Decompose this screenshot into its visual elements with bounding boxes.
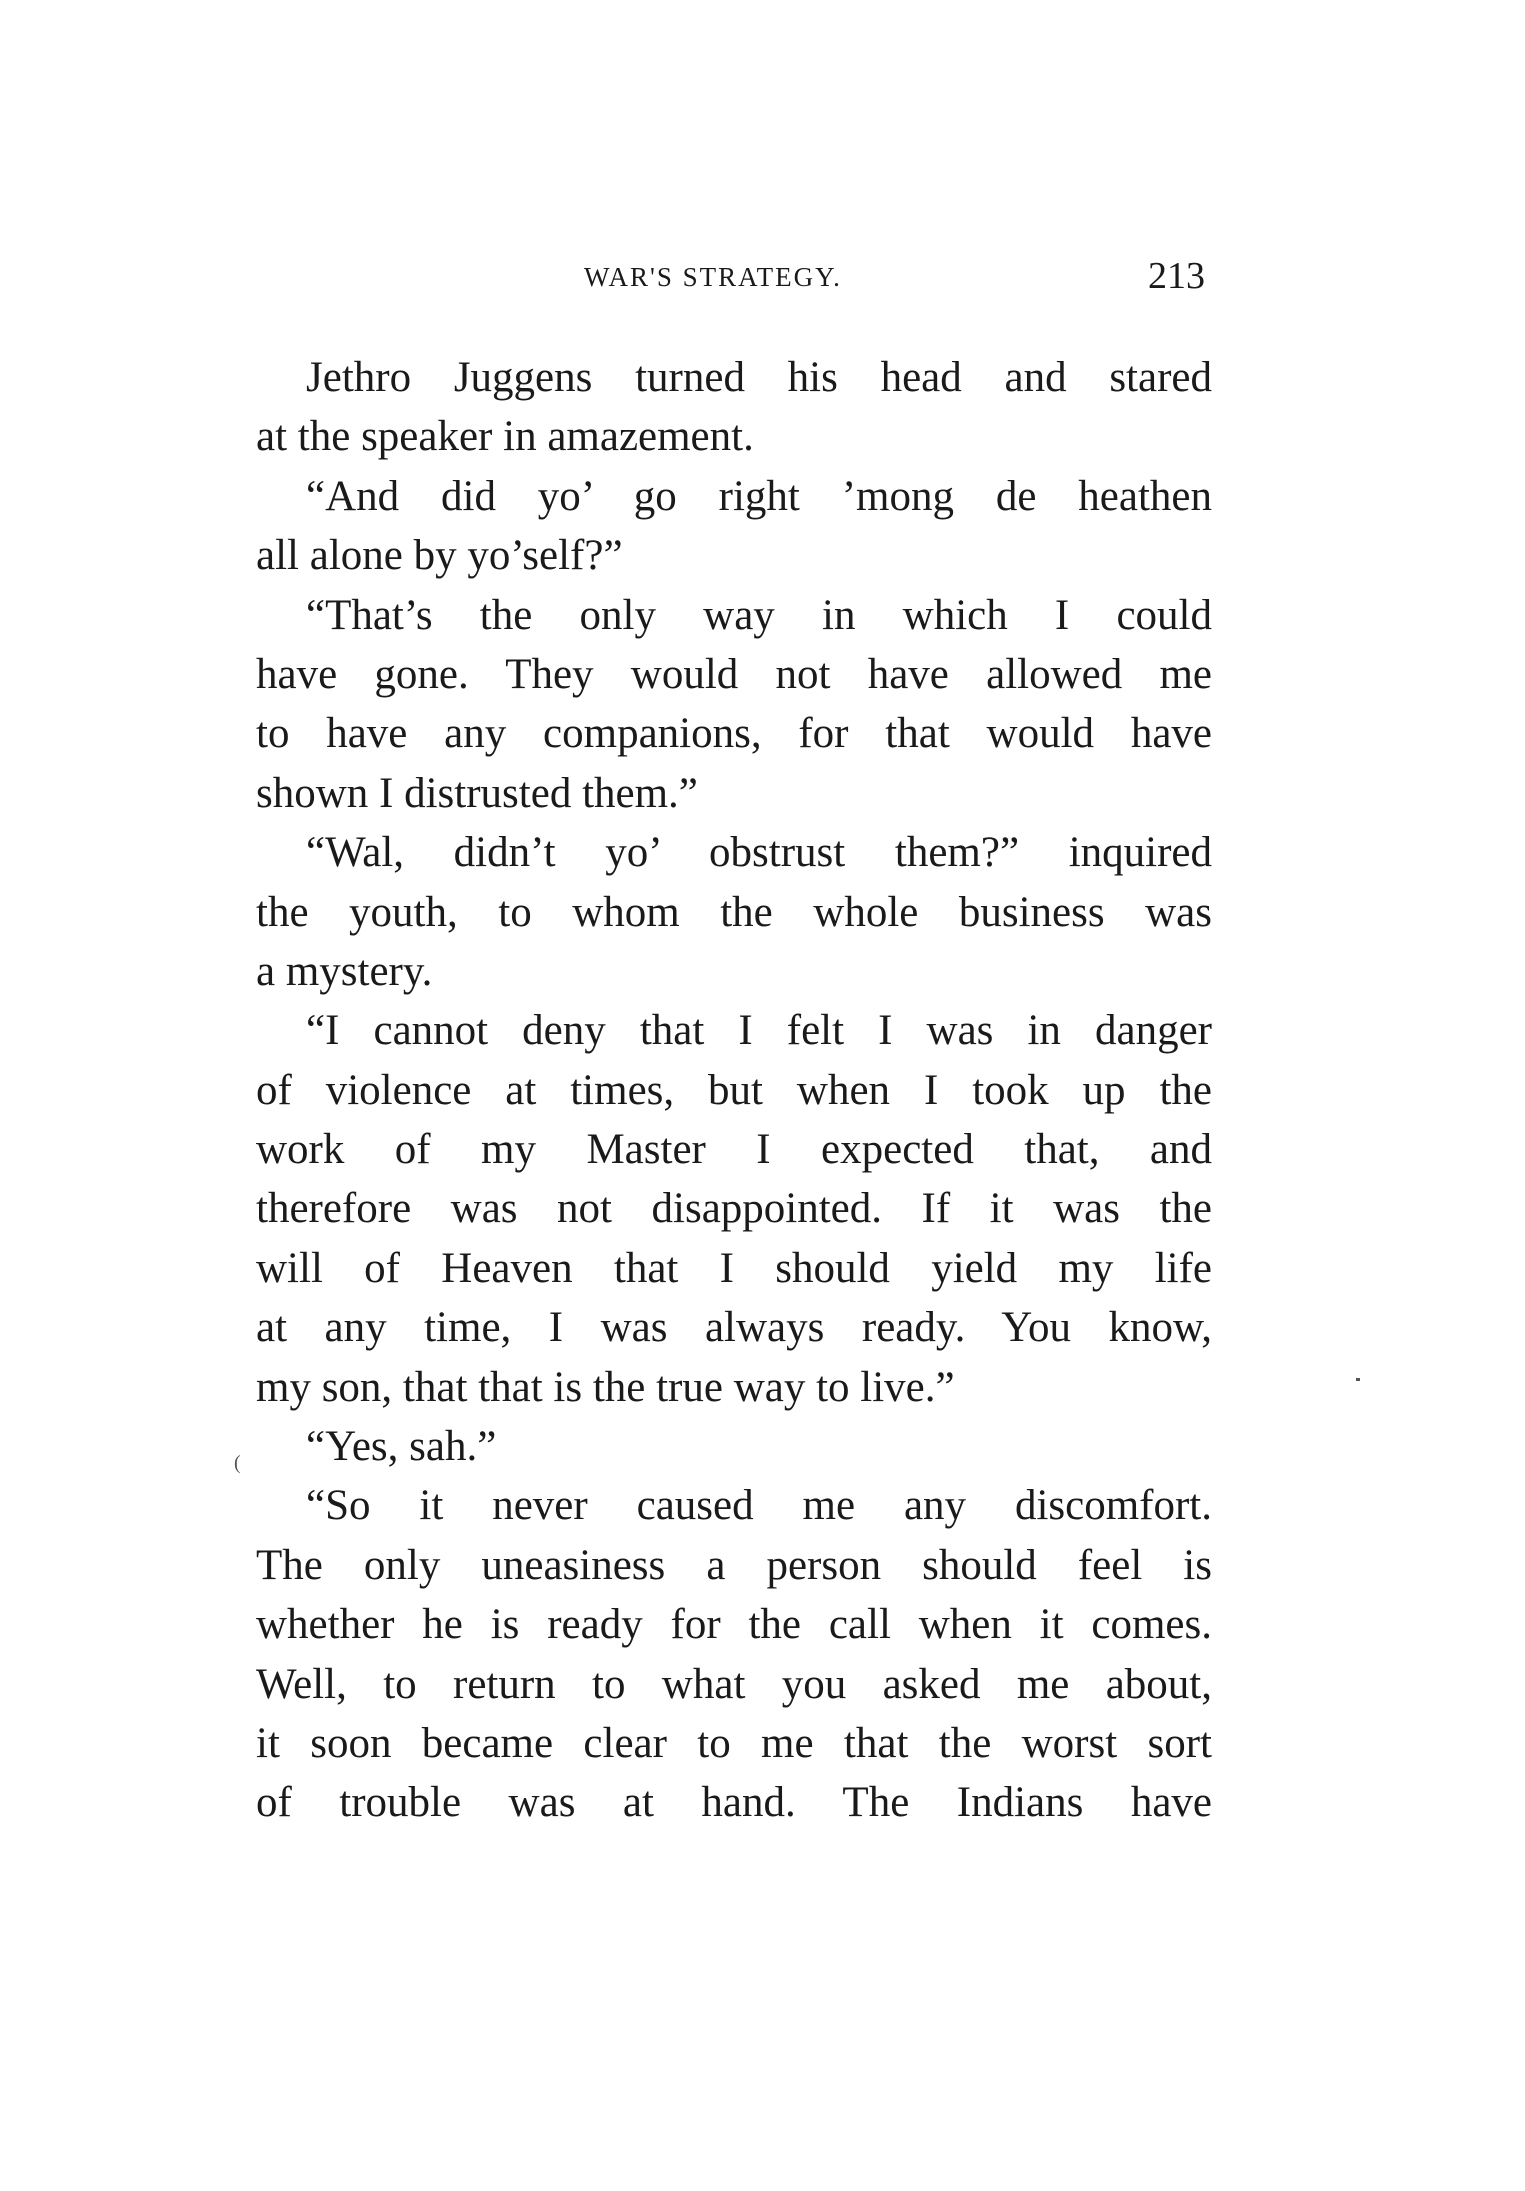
text-line: to have any companions, for that would have [256,710,1212,758]
text-line: my son, that that is the true way to live.” [256,1363,955,1411]
text-line: will of Heaven that I should yield my life [256,1244,1212,1292]
margin-mark: ( [234,1452,241,1474]
text-line: therefore was not disappointed. If it was the [256,1185,1212,1233]
text-line: Well, to return to what you asked me about, [256,1660,1212,1708]
page-number: 213 [1148,255,1205,297]
text-line: have gone. They would not have allowed me [256,650,1212,698]
running-title: WAR'S STRATEGY. [584,262,842,292]
text-line: The only uneasiness a person should feel is [256,1541,1212,1589]
text-line: “Yes, sah.” [306,1423,497,1471]
text-line: “And did yo’ go right ’mong de heathen [306,472,1212,520]
speck-mark [1356,1378,1360,1381]
text-line: Jethro Juggens turned his head and stared [306,354,1212,401]
text-line: “Wal, didn’t yo’ obstrust them?” inquired [306,829,1212,877]
text-line: “So it never caused me any discomfort. [306,1482,1212,1530]
text-line: of trouble was at hand. The Indians have [256,1779,1212,1827]
text-line: at any time, I was always ready. You know, [256,1304,1212,1352]
text-line: “I cannot deny that I felt I was in danger [306,1007,1212,1055]
text-line: of violence at times, but when I took up the [256,1066,1212,1114]
text-line: all alone by yo’self?” [256,532,623,580]
text-line: the youth, to whom the whole business was [256,888,1212,936]
body-text [256,348,1212,1833]
text-line: shown I distrusted them.” [256,769,698,817]
text-line: “That’s the only way in which I could [306,591,1212,639]
text-line: at the speaker in amazement. [256,413,754,461]
text-line: a mystery. [256,947,433,995]
text-line: whether he is ready for the call when it comes. [256,1601,1212,1649]
text-line: it soon became clear to me that the worst sort [256,1719,1212,1767]
text-line: work of my Master I expected that, and [256,1126,1212,1174]
